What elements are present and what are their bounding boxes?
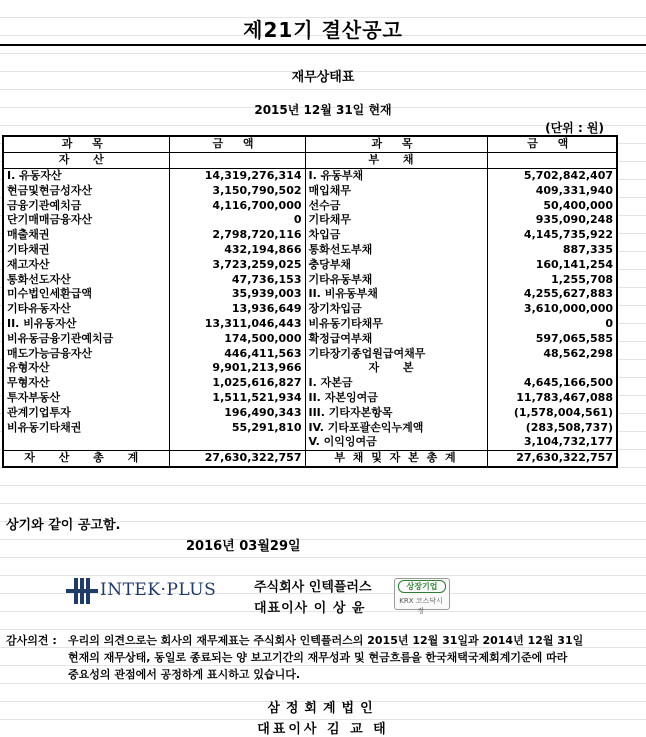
- col-header-amount-left: 금 액: [169, 136, 305, 152]
- company-name: 주식회사 인텍플러스: [254, 580, 372, 595]
- asset-amount: 0: [169, 213, 305, 228]
- asset-item: 비유동금융기관예치금: [3, 331, 169, 346]
- total-assets-amount: 27,630,322,757: [169, 450, 305, 466]
- col-header-item-left: 과 목: [3, 136, 169, 152]
- opinion-line: 현재의 재무상태, 동일로 종료되는 양 보고기간의 재무성과 및 현금흐름을 한국채택국제회계기준에 따라: [68, 651, 568, 664]
- table-row: [3, 435, 617, 450]
- liability-equity-item: 기타장기종업원급여채무: [305, 346, 487, 361]
- liability-equity-amount: 409,331,940: [487, 183, 617, 198]
- liability-equity-item: 자 본: [305, 361, 487, 376]
- asset-item: II. 비유동자산: [3, 317, 169, 332]
- asset-amount: [169, 435, 305, 450]
- table-row: [3, 257, 617, 272]
- unit-label: (단위 : 원): [545, 121, 604, 135]
- opinion-line: 중요성의 관점에서 공정하게 표시하고 있습니다.: [68, 668, 301, 681]
- liability-equity-item: 기타채무: [305, 213, 487, 228]
- audit-firm-ceo: 대표이사 김 교 태: [257, 722, 389, 737]
- asset-amount: 446,411,563: [169, 346, 305, 361]
- liability-equity-item: 선수금: [305, 198, 487, 213]
- liability-equity-amount: [487, 361, 617, 376]
- asset-amount: 1,511,521,934: [169, 391, 305, 406]
- asset-amount: 47,736,153: [169, 272, 305, 287]
- title-divider: [0, 44, 646, 46]
- liability-equity-amount: (283,508,737): [487, 420, 617, 435]
- liability-equity-amount: 3,104,732,177: [487, 435, 617, 450]
- table-row: [3, 183, 617, 198]
- asset-amount: 13,936,649: [169, 302, 305, 317]
- asset-item: 미수법인세환급액: [3, 287, 169, 302]
- liability-equity-item: II. 비유동부채: [305, 287, 487, 302]
- company-ceo: 대표이사 이 상 윤: [254, 601, 366, 616]
- asset-item: 금융기관예치금: [3, 198, 169, 213]
- asset-amount: 35,939,003: [169, 287, 305, 302]
- liability-equity-amount: 11,783,467,088: [487, 391, 617, 406]
- section-liabilities: 부 채: [305, 152, 487, 168]
- table-row: [3, 168, 617, 183]
- liability-equity-amount: 1,255,708: [487, 272, 617, 287]
- liability-equity-amount: 50,400,000: [487, 198, 617, 213]
- table-row: [3, 228, 617, 243]
- liability-equity-amount: 160,141,254: [487, 257, 617, 272]
- asset-item: 매도가능금융자산: [3, 346, 169, 361]
- liability-equity-item: III. 기타자본항목: [305, 405, 487, 420]
- section-assets: 자 산: [3, 152, 169, 168]
- table-row: [3, 243, 617, 258]
- statement-title: 재무상태표: [291, 70, 355, 85]
- liability-equity-amount: 0: [487, 317, 617, 332]
- liability-equity-item: I. 유동부채: [305, 168, 487, 183]
- asset-item: [3, 435, 169, 450]
- table-row: [3, 302, 617, 317]
- liability-equity-amount: 48,562,298: [487, 346, 617, 361]
- asset-item: 비유동기타채권: [3, 420, 169, 435]
- asset-item: 유형자산: [3, 361, 169, 376]
- asset-item: 재고자산: [3, 257, 169, 272]
- asset-item: 무형자산: [3, 376, 169, 391]
- table-row: [3, 420, 617, 435]
- krx-badge-label: KRX 코스닥시장: [399, 597, 443, 615]
- audit-firm-name: 삼정회계법인: [267, 701, 379, 716]
- col-header-amount-right: 금 액: [487, 136, 617, 152]
- liability-equity-item: II. 자본잉여금: [305, 391, 487, 406]
- liability-equity-amount: 4,145,735,922: [487, 228, 617, 243]
- liability-equity-amount: 4,645,166,500: [487, 376, 617, 391]
- section-empty: [487, 152, 617, 168]
- liability-equity-amount: 3,610,000,000: [487, 302, 617, 317]
- liability-equity-amount: 597,065,585: [487, 331, 617, 346]
- total-liab-equity-amount: 27,630,322,757: [487, 450, 617, 466]
- liability-equity-item: 차입금: [305, 228, 487, 243]
- asset-item: 매출채권: [3, 228, 169, 243]
- total-liab-equity-label: 부 채 및 자 본 총 계: [305, 450, 487, 466]
- table-row: [3, 361, 617, 376]
- logo-wordmark: INTEK·PLUS: [100, 580, 217, 600]
- table-row: [3, 317, 617, 332]
- table-row: [3, 331, 617, 346]
- table-row: [3, 287, 617, 302]
- asset-amount: 196,490,343: [169, 405, 305, 420]
- liability-equity-item: 확정급여부채: [305, 331, 487, 346]
- liability-equity-item: IV. 기타포괄손익누계액: [305, 420, 487, 435]
- liability-equity-item: 매입채무: [305, 183, 487, 198]
- asset-amount: 3,723,259,025: [169, 257, 305, 272]
- asset-amount: 13,311,046,443: [169, 317, 305, 332]
- asset-amount: 55,291,810: [169, 420, 305, 435]
- announcement-date: 2016년 03월29일: [186, 539, 301, 554]
- liability-equity-item: 통화선도부채: [305, 243, 487, 258]
- liability-equity-item: 비유동기타채무: [305, 317, 487, 332]
- liability-equity-item: I. 자본금: [305, 376, 487, 391]
- liability-equity-item: 충당부채: [305, 257, 487, 272]
- asset-item: 기타채권: [3, 243, 169, 258]
- liability-equity-item: 장기차입금: [305, 302, 487, 317]
- opinion-line: 우리의 의견으로는 회사의 재무제표는 주식회사 인텍플러스의 2015년 12월 31일과 2014년 12월 31일: [68, 634, 584, 647]
- asset-amount: 4,116,700,000: [169, 198, 305, 213]
- asset-amount: 174,500,000: [169, 331, 305, 346]
- table-row: [3, 391, 617, 406]
- table-row: [3, 272, 617, 287]
- col-header-item-right: 과 목: [305, 136, 487, 152]
- liability-equity-item: V. 이익잉여금: [305, 435, 487, 450]
- asset-amount: 3,150,790,502: [169, 183, 305, 198]
- table-row: [3, 213, 617, 228]
- asset-item: I. 유동자산: [3, 168, 169, 183]
- asset-item: 관계기업투자: [3, 405, 169, 420]
- liability-equity-amount: (1,578,004,561): [487, 405, 617, 420]
- total-row: [3, 450, 617, 466]
- table-row: [3, 198, 617, 213]
- asset-item: 통화선도자산: [3, 272, 169, 287]
- total-assets-label: 자 산 총 계: [3, 450, 169, 466]
- liability-equity-amount: 887,335: [487, 243, 617, 258]
- section-row: [3, 152, 617, 168]
- table-row: [3, 405, 617, 420]
- table-row: [3, 346, 617, 361]
- audit-opinion-text: [68, 632, 644, 683]
- liability-equity-amount: 935,090,248: [487, 213, 617, 228]
- asset-item: 단기매매금융자산: [3, 213, 169, 228]
- asset-item: 투자부동산: [3, 391, 169, 406]
- asset-amount: 432,194,866: [169, 243, 305, 258]
- page-title: 제21기 결산공고: [243, 18, 403, 42]
- announcement-statement: 상기와 같이 공고함.: [6, 518, 121, 533]
- statement-date: 2015년 12월 31일 현재: [254, 103, 392, 117]
- liability-equity-amount: 5,702,842,407: [487, 168, 617, 183]
- asset-amount: 9,901,213,966: [169, 361, 305, 376]
- balance-sheet-table: [2, 135, 618, 468]
- listed-badge-label: 상장기업: [398, 580, 446, 593]
- section-empty: [169, 152, 305, 168]
- liability-equity-item: 기타유동부채: [305, 272, 487, 287]
- asset-item: 현금및현금성자산: [3, 183, 169, 198]
- audit-opinion-label: 감사의견 :: [6, 634, 57, 647]
- asset-item: 기타유동자산: [3, 302, 169, 317]
- asset-amount: 1,025,616,827: [169, 376, 305, 391]
- asset-amount: 2,798,720,116: [169, 228, 305, 243]
- liability-equity-amount: 4,255,627,883: [487, 287, 617, 302]
- table-row: [3, 376, 617, 391]
- asset-amount: 14,319,276,314: [169, 168, 305, 183]
- table-header-row: [3, 136, 617, 152]
